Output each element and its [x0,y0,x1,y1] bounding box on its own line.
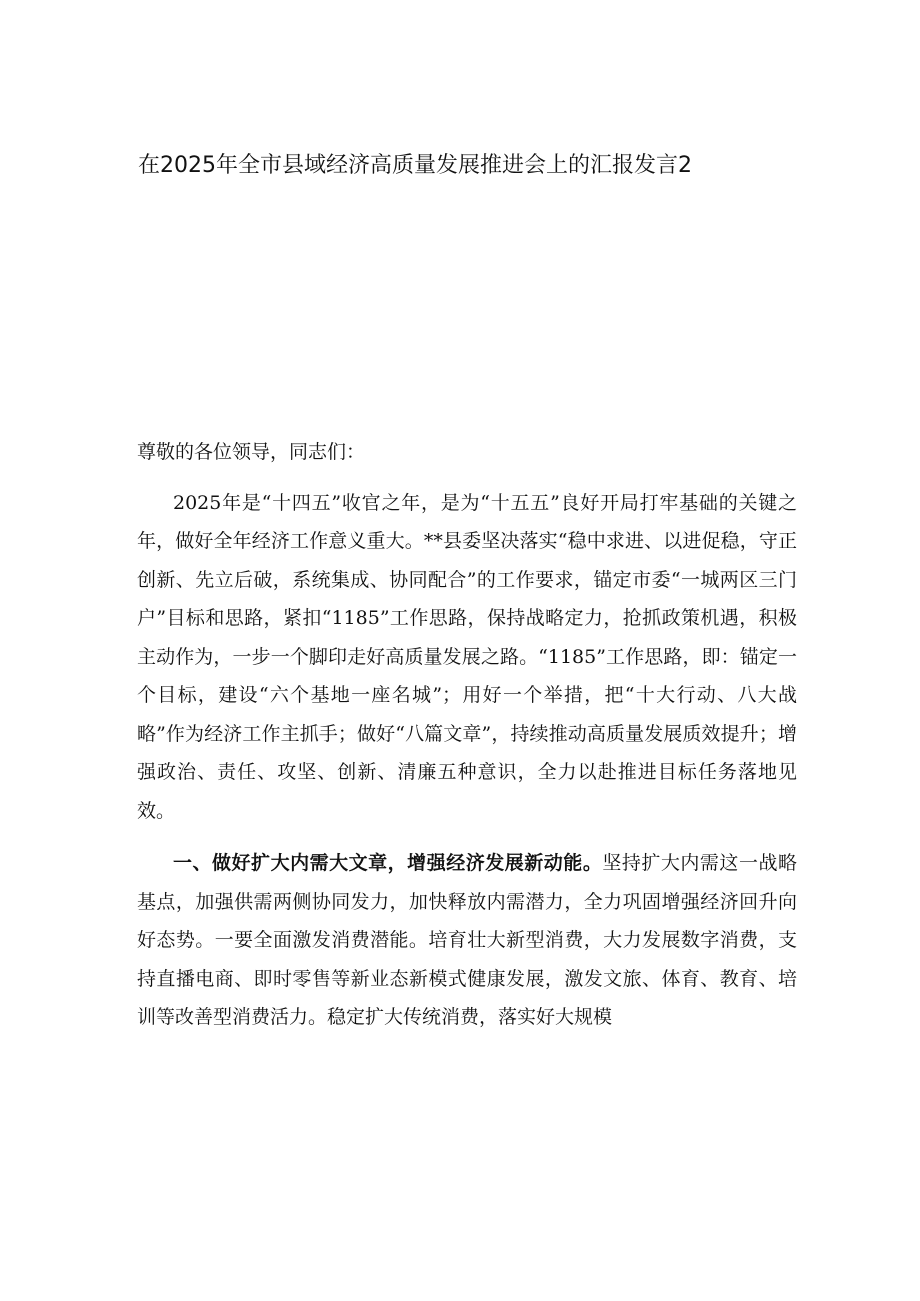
section-one-body: 坚持扩大内需这一战略基点，加强供需两侧协同发力，加快释放内需潜力，全力巩固增强经济回升向好态势。一要全面激发消费潜能。培育壮大新型消费，大力发展数字消费，支持直播电商、即时零售等新业态新模式健康发展，激发文旅、体育、教育、培训等改善型消费活力。稳定扩大传统消费，落实好大规模 [137,852,797,1028]
section-one-heading: 一、做好扩大内需大文章，增强经济发展新动能。 [173,852,603,874]
salutation: 尊敬的各位领导，同志们： [137,441,366,463]
paragraph-intro: 2025年是“十四五”收官之年，是为“十五五”良好开局打牢基础的关键之年，做好全年经济工作意义重大。**县委坚决落实“稳中求进、以进促稳，守正创新、先立后破，系统集成、协同配合”的工作要求，锚定市委“一城两区三门户”目标和思路，紧扣“1185”工作思路，保持战略定力，抢抓政策机遇，积极主动作为，一步一个脚印走好高质量发展之路。“1185”工作思路，即：锚定一个目标，建设“六个基地一座名城”；用好一个举措，把“十大行动、八大战略”作为经济工作主抓手；做好“八篇文章”，持续推动高质量发展质效提升；增强政治、责任、攻坚、创新、清廉五种意识，全力以赴推进目标任务落地见效。 [137,491,797,822]
document-title: 在2025年全市县域经济高质量发展推进会上的汇报发言2 [138,153,692,178]
paragraph-section-one [137,844,797,1037]
document-body [137,433,797,1037]
